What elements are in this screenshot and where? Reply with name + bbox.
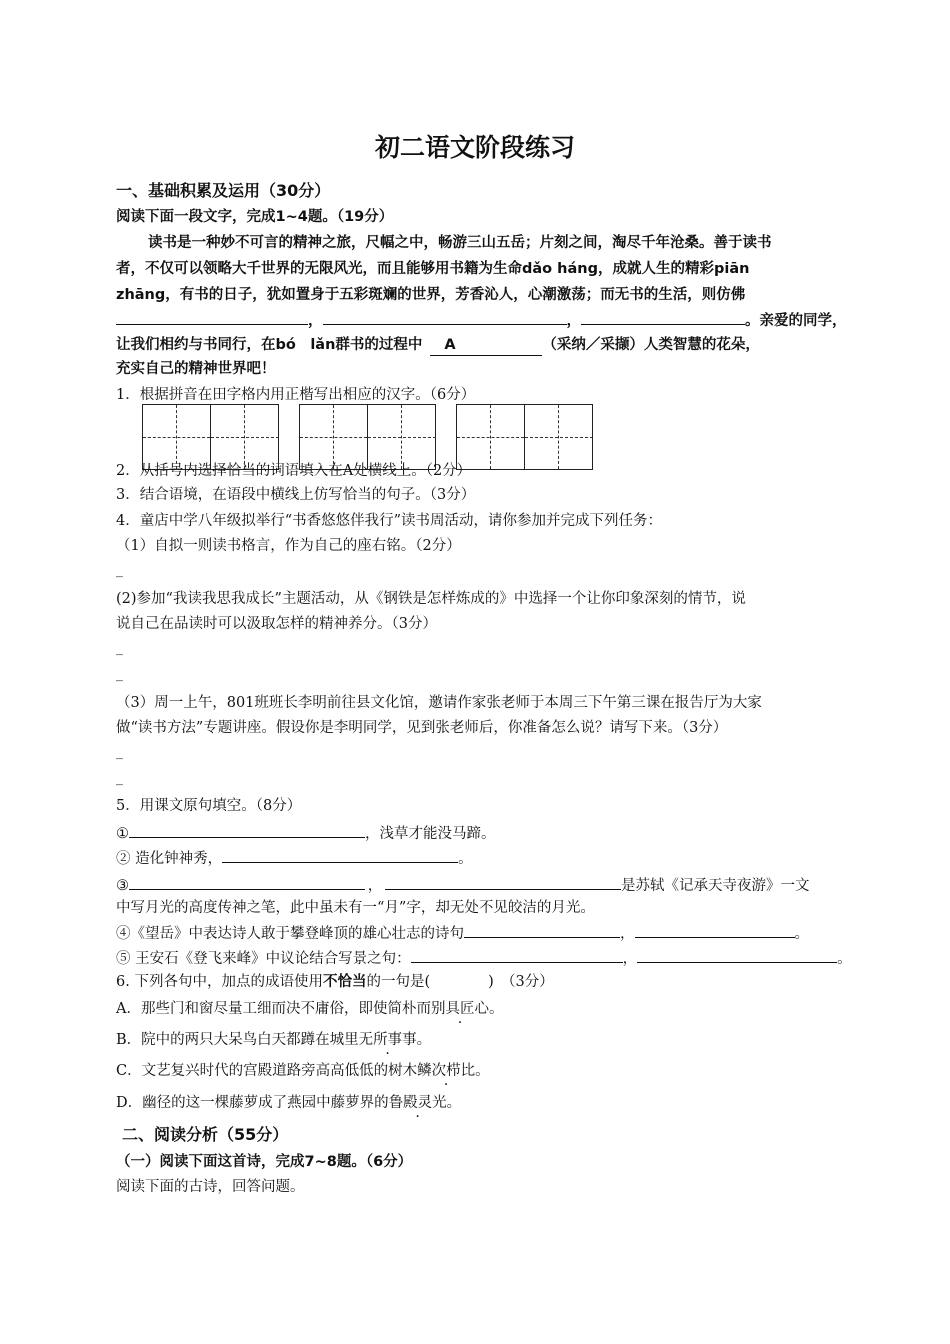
question-1: 1．根据拼音在田字格内用正楷写出相应的汉字。（6分） bbox=[116, 387, 476, 403]
tianzige-cell[interactable] bbox=[525, 405, 593, 469]
blank-a[interactable]: A bbox=[430, 335, 542, 356]
fill-blank[interactable] bbox=[637, 947, 837, 963]
imitation-blank-3[interactable] bbox=[581, 309, 745, 325]
answer-line[interactable]: _ bbox=[116, 666, 123, 682]
tianzige-cell[interactable] bbox=[300, 405, 368, 469]
question-2: 2．从括号内选择恰当的词语填入在A处横线上。（2分） bbox=[116, 463, 472, 479]
answer-line[interactable]: _ bbox=[116, 562, 123, 578]
dotted-idiom: 鲁殿灵光 bbox=[388, 1095, 447, 1111]
dotted-idiom: 别具匠心 bbox=[430, 1001, 489, 1017]
dotted-idiom: 鳞次栉比 bbox=[417, 1063, 476, 1079]
option-a[interactable]: A．那些门和窗尽量工细而决不庸俗，即使简朴而别具匠心。 bbox=[116, 1001, 504, 1017]
tianzige-cell[interactable] bbox=[143, 405, 211, 469]
question-5-1: ① ，浅草才能没马蹄。 bbox=[116, 822, 496, 844]
section2-sub1-text: 阅读下面的古诗，回答问题。 bbox=[116, 1179, 305, 1195]
question-4-3-line-1: （3）周一上午，801班班长李明前往县文化馆，邀请作家张老师于本周三下午第三课在报告厅为大家 bbox=[116, 695, 762, 711]
question-5-2: ② 造化钟神秀， 。 bbox=[116, 847, 473, 869]
fill-blank[interactable] bbox=[129, 822, 365, 838]
passage-line-4: ， ， 。亲爱的同学， bbox=[116, 309, 847, 331]
tianzige-group-3[interactable] bbox=[456, 404, 593, 470]
question-4-3-line-2: 做“读书方法”专题讲座。假设你是李明同学，见到张老师后，你准备怎么说？请写下来。（3分） bbox=[116, 720, 728, 736]
section2-sub1: （一）阅读下面这首诗，完成7~8题。（6分） bbox=[116, 1154, 413, 1170]
question-4: 4．童店中学八年级拟举行“书香悠悠伴我行”读书周活动，请你参加并完成下列任务： bbox=[116, 513, 663, 529]
question-6: 6. 下列各句中，加点的成语使用不恰当的一句是( ) （3分） bbox=[116, 974, 554, 990]
fill-blank[interactable] bbox=[222, 847, 458, 863]
fill-blank[interactable] bbox=[129, 874, 365, 890]
question-4-2-line-2: 说自己在品读时可以汲取怎样的精神养分。（3分） bbox=[116, 616, 437, 632]
fill-blank[interactable] bbox=[385, 874, 621, 890]
tianzige-cell[interactable] bbox=[368, 405, 436, 469]
option-c[interactable]: C．文艺复兴时代的宫殿道路旁高高低低的树木鳞次栉比。 bbox=[116, 1063, 490, 1079]
question-4-1: （1）自拟一则读书格言，作为自己的座右铭。（2分） bbox=[116, 538, 461, 554]
question-5: 5．用课文原句填空。（8分） bbox=[116, 798, 302, 814]
imitation-blank-1[interactable] bbox=[116, 309, 308, 325]
question-5-4: ④《望岳》中表达诗人敢于攀登峰顶的雄心壮志的诗句 ， 。 bbox=[116, 922, 809, 944]
fill-blank[interactable] bbox=[411, 947, 623, 963]
option-d[interactable]: D．幽径的这一棵藤萝成了燕园中藤萝界的鲁殿灵光。 bbox=[116, 1095, 462, 1111]
section2-heading: 二、阅读分析（55分） bbox=[122, 1125, 289, 1144]
question-5-5: ⑤ 王安石《登飞来峰》中议论结合写景之句： ， 。 bbox=[116, 947, 852, 969]
question-4-2-line-1: (2)参加“我读我思我成长”主题活动，从《钢铁是怎样炼成的》中选择一个让你印象深刻的情节，说 bbox=[116, 591, 746, 607]
answer-line[interactable]: _ bbox=[116, 640, 123, 656]
question-5-3: ③ ， 是苏轼《记承天寺夜游》一文 bbox=[116, 874, 810, 896]
dotted-idiom: 无所事事 bbox=[358, 1032, 417, 1048]
passage-line-5: 让我们相约与书同行，在bó lǎn群书的过程中 A （采纳／采撷）人类智慧的花朵， bbox=[116, 335, 760, 356]
tianzige-cell[interactable] bbox=[211, 405, 279, 469]
section1-heading: 一、基础积累及运用（30分） bbox=[116, 181, 331, 200]
imitation-blank-2[interactable] bbox=[323, 309, 567, 325]
passage-line-6: 充实自己的精神世界吧！ bbox=[116, 361, 276, 377]
question-5-3-cont: 中写月光的高度传神之笔，此中虽未有一“月”字，却无处不见皎洁的月光。 bbox=[116, 900, 595, 916]
answer-line[interactable]: _ bbox=[116, 744, 123, 760]
page-title: 初二语文阶段练习 bbox=[374, 133, 575, 162]
passage-line-3: zhāng，有书的日子，犹如置身于五彩斑斓的世界，芳香沁人，心潮激荡；而无书的生活，则仿佛 bbox=[116, 287, 746, 303]
fill-blank[interactable] bbox=[464, 922, 620, 938]
passage-line-2: 者，不仅可以领略大千世界的无限风光，而且能够用书籍为生命dǎo háng，成就人生的精彩piān bbox=[116, 261, 750, 277]
fill-blank[interactable] bbox=[635, 922, 795, 938]
answer-line[interactable]: _ bbox=[116, 770, 123, 786]
section1-intro: 阅读下面一段文字，完成1~4题。（19分） bbox=[116, 209, 394, 225]
tianzige-cell[interactable] bbox=[457, 405, 525, 469]
question-3: 3．结合语境，在语段中横线上仿写恰当的句子。（3分） bbox=[116, 487, 476, 503]
passage-line-1: 读书是一种妙不可言的精神之旅，尺幅之中，畅游三山五岳；片刻之间，淘尽千年沧桑。善于读书 bbox=[148, 235, 772, 251]
option-b[interactable]: B．院中的两只大呆鸟白天都蹲在城里无所事事。 bbox=[116, 1032, 432, 1048]
